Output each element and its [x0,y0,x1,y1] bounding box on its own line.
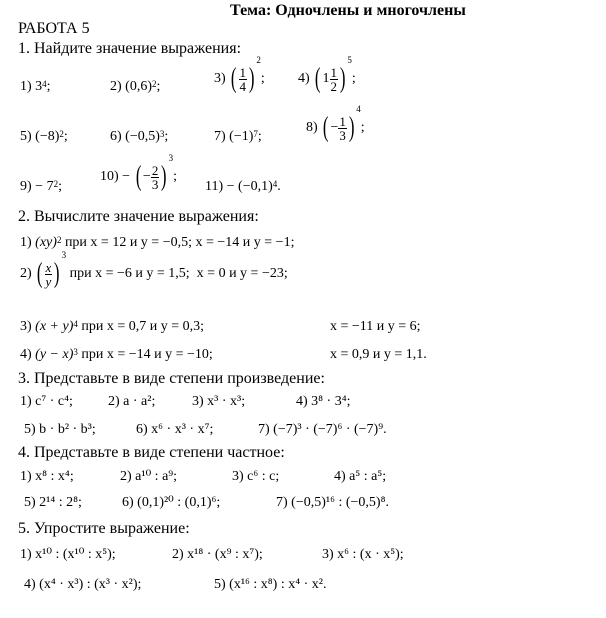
section-2-heading: 2. Вычислите значение выражения: [18,208,259,225]
s1-item-2: 2) $(0,6)^2$; [110,79,161,94]
s2-line-1: 1) (xy)$^2$ при x = 12 и y = −0,5; x = −14 и y = −1; [20,235,295,250]
s1-item-4: 4) ( 1 $\frac{1}{2}$ ) $^5$; [298,55,356,94]
s5-item-3: 3) x⁶ : (x · x⁵); [322,547,404,562]
s1-item-6: 6) $(-0,5)^3$; [110,129,169,144]
s1-item-8: 8) ( − $\frac{1}{3}$ ) $^4$; [306,104,365,143]
s2-line-2: 2) ( $\frac{x}{y}$ ) $^3$ при x = −6 и y = 1,5; x = 0 и y = −23; [20,250,288,289]
s4-item-6: 6) (0,1)²⁰ : (0,1)⁶; [122,495,221,510]
s2-line-4: 4) $(y - x)^3$ при x = −14 и y = −10; [20,347,213,362]
section-1-heading: 1. Найдите значение выражения: [18,40,242,57]
section-5-heading: 5. Упростите выражение: [18,520,190,537]
section-3-heading: 3. Представьте в виде степени произведение: [18,370,325,387]
s3-item-2: 2) a · a²; [108,394,156,409]
s1-item-7: 7) $(-1)^7$; [214,129,262,144]
s2-line-4-alt: x = 0,9 и y = 1,1. [330,347,427,362]
s3-item-6: 6) x⁶ · x³ · x⁷; [136,422,214,437]
s3-item-7: 7) (−7)³ · (−7)⁶ · (−7)⁹. [258,422,387,437]
s1-item-9: $9) - 7^2$; [20,179,62,194]
s3-item-5: 5) b · b² · b³; [24,422,96,437]
s1-item-3: 3) ( $\frac{1}{4}$ ) $^2$; [214,55,265,94]
s4-item-5: 5) 2¹⁴ : 2⁸; [24,495,82,510]
s1-item-5: 5) $(-8)^2$; [20,129,68,144]
s1-item-1: 1) $3^4$; [20,79,51,94]
s4-item-2: 2) a¹⁰ : a⁹; [120,469,178,484]
s2-line-3-alt: x = −11 и y = 6; [330,319,421,334]
s3-item-4: 4) 3⁸ · 3⁴; [296,394,351,409]
section-4-heading: 4. Представьте в виде степени частное: [18,444,285,461]
s4-item-1: 1) x⁸ : x⁴; [20,469,74,484]
s5-item-1: 1) x¹⁰ : (x¹⁰ : x⁵); [20,547,116,562]
s3-item-1: 1) c⁷ · c⁴; [20,394,73,409]
page-title: Тема: Одночлены и многочлены [230,2,466,19]
s3-item-3: 3) x³ · x³; [192,394,246,409]
s5-item-5: 5) (x¹⁶ : x⁸) : x⁴ · x². [214,577,327,592]
s1-item-11: $11) - (-0,1)^4$. [205,179,281,194]
s4-item-4: 4) a⁵ : a⁵; [334,469,387,484]
s4-item-3: 3) c⁶ : c; [232,469,280,484]
work-label: РАБОТА 5 [18,20,90,37]
s5-item-2: 2) x¹⁸ · (x⁹ : x⁷); [172,547,263,562]
s1-item-10: 10) − ( − $\frac{2}{3}$ ) $^3$; [100,153,178,192]
s2-line-3: 3) $(x + y)^4$ при x = 0,7 и y = 0,3; [20,319,205,334]
s5-item-4: 4) (x⁴ · x³) : (x³ · x²); [24,577,142,592]
s4-item-7: 7) (−0,5)¹⁶ : (−0,5)⁸. [276,495,389,510]
